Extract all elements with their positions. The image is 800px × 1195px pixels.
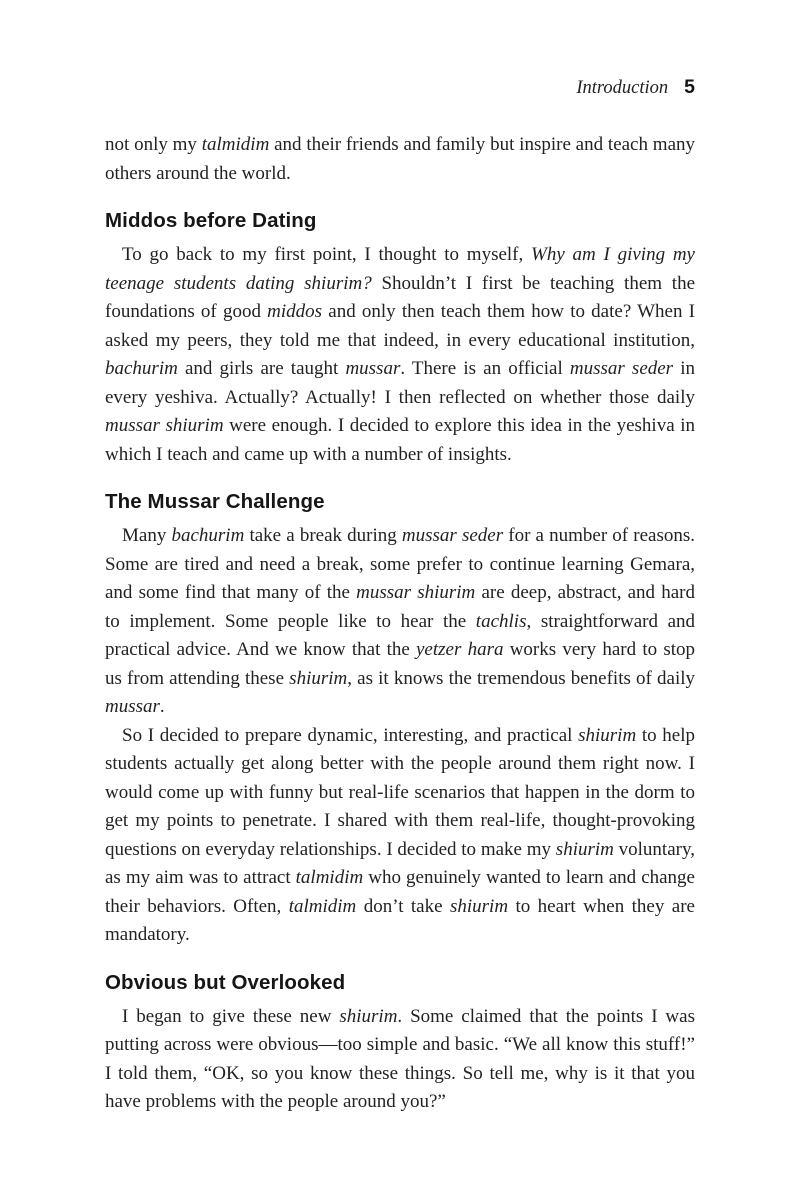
- section-heading: Middos before Dating: [105, 209, 317, 232]
- running-head-title: Introduction: [576, 78, 669, 98]
- text-run: works very hard to stop us from attending these: [105, 639, 695, 689]
- text-run: take a break during: [244, 525, 402, 546]
- section-heading: Obvious but Overlooked: [105, 970, 346, 994]
- text-run: are deep, abstract, and hard to implement. Some people like to hear the: [105, 582, 695, 632]
- text-run: don’t take: [356, 895, 450, 917]
- italic-text-run: shiurim: [289, 667, 348, 689]
- italic-text-run: mussar: [105, 696, 160, 717]
- italic-text-run: shiurim: [555, 838, 614, 860]
- paragraph: [105, 241, 695, 469]
- running-head: [105, 75, 695, 100]
- text-run: not only my: [105, 134, 202, 155]
- italic-text-run: tachlis: [475, 610, 527, 632]
- text-run: Many: [122, 525, 172, 546]
- text-run: to heart when they are mandatory.: [105, 895, 695, 945]
- italic-text-run: mussar seder: [401, 525, 504, 546]
- text-run: for a number of reasons. Some are tired and need a break, some prefer to continue learning Gemara, and some find that many of the: [105, 525, 696, 603]
- section-heading: The Mussar Challenge: [105, 490, 325, 513]
- text-run: and girls are taught: [177, 358, 346, 379]
- italic-text-run: shiurim: [449, 895, 509, 917]
- italic-text-run: bachurim: [105, 358, 178, 379]
- text-run: and their friends and family but inspire and teach many others around the world.: [105, 134, 695, 184]
- paragraph: [105, 131, 695, 188]
- text-run: Shouldn’t I first be teaching them the foundations of good: [105, 272, 695, 322]
- text-run: , straightforward and practical advice. And we know that the: [105, 610, 696, 660]
- italic-text-run: shiurim: [339, 1005, 398, 1027]
- italic-text-run: mussar: [345, 358, 401, 379]
- paragraph: [105, 1003, 695, 1117]
- text-run: To go back to my first point, I thought to myself,: [122, 244, 532, 265]
- text-run: I began to give these new: [122, 1005, 340, 1027]
- text-run: were enough. I decided to explore this idea in the yeshiva in which I teach and came up with a number of insights.: [105, 415, 695, 465]
- page-content: [105, 131, 695, 1117]
- italic-text-run: talmidim: [201, 134, 270, 155]
- text-run: . Some claimed that the points I was putting across were obvious—too simple and basic. “We all know this stuff!” I told them, “OK, so you know these things. So tell me, why is it that you have problems with the people around you?”: [105, 1005, 695, 1112]
- italic-text-run: mussar shiurim: [356, 582, 476, 603]
- text-run: . There is an official: [400, 358, 570, 379]
- italic-text-run: talmidim: [288, 895, 357, 917]
- italic-text-run: talmidim: [295, 867, 364, 888]
- text-run: to help students actually get along better with the people around them right now. I would come up with funny but real-life scenarios that happen in the dorm to get my points to penetrate. I shared with them real-life, thought-provoking questions on everyday relationships. I decided to make my: [105, 724, 695, 860]
- italic-text-run: middos: [267, 301, 323, 322]
- text-run: and only then teach them how to date? When I asked my peers, they told me that indeed, in every educational institution,: [105, 301, 696, 351]
- italic-text-run: mussar shiurim: [105, 415, 224, 436]
- text-run: So I decided to prepare dynamic, interesting, and practical: [122, 724, 579, 746]
- text-run: in every yeshiva. Actually? Actually! I then reflected on whether those daily: [105, 358, 695, 408]
- italic-text-run: bachurim: [171, 525, 245, 546]
- text-run: voluntary, as my aim was to attract: [105, 838, 695, 888]
- text-run: .: [159, 696, 165, 717]
- paragraph: [105, 522, 695, 722]
- italic-text-run: shiurim: [578, 724, 637, 746]
- italic-text-run: yetzer hara: [416, 639, 504, 660]
- italic-text-run: mussar seder: [569, 358, 674, 379]
- text-run: , as it knows the tremendous benefits of daily: [347, 667, 695, 689]
- text-run: who genuinely wanted to learn and change their behaviors. Often,: [105, 867, 695, 917]
- paragraph: [105, 722, 695, 950]
- italic-text-run: Why am I giving my teenage students dating shiurim?: [105, 244, 695, 294]
- page-number: 5: [684, 76, 695, 98]
